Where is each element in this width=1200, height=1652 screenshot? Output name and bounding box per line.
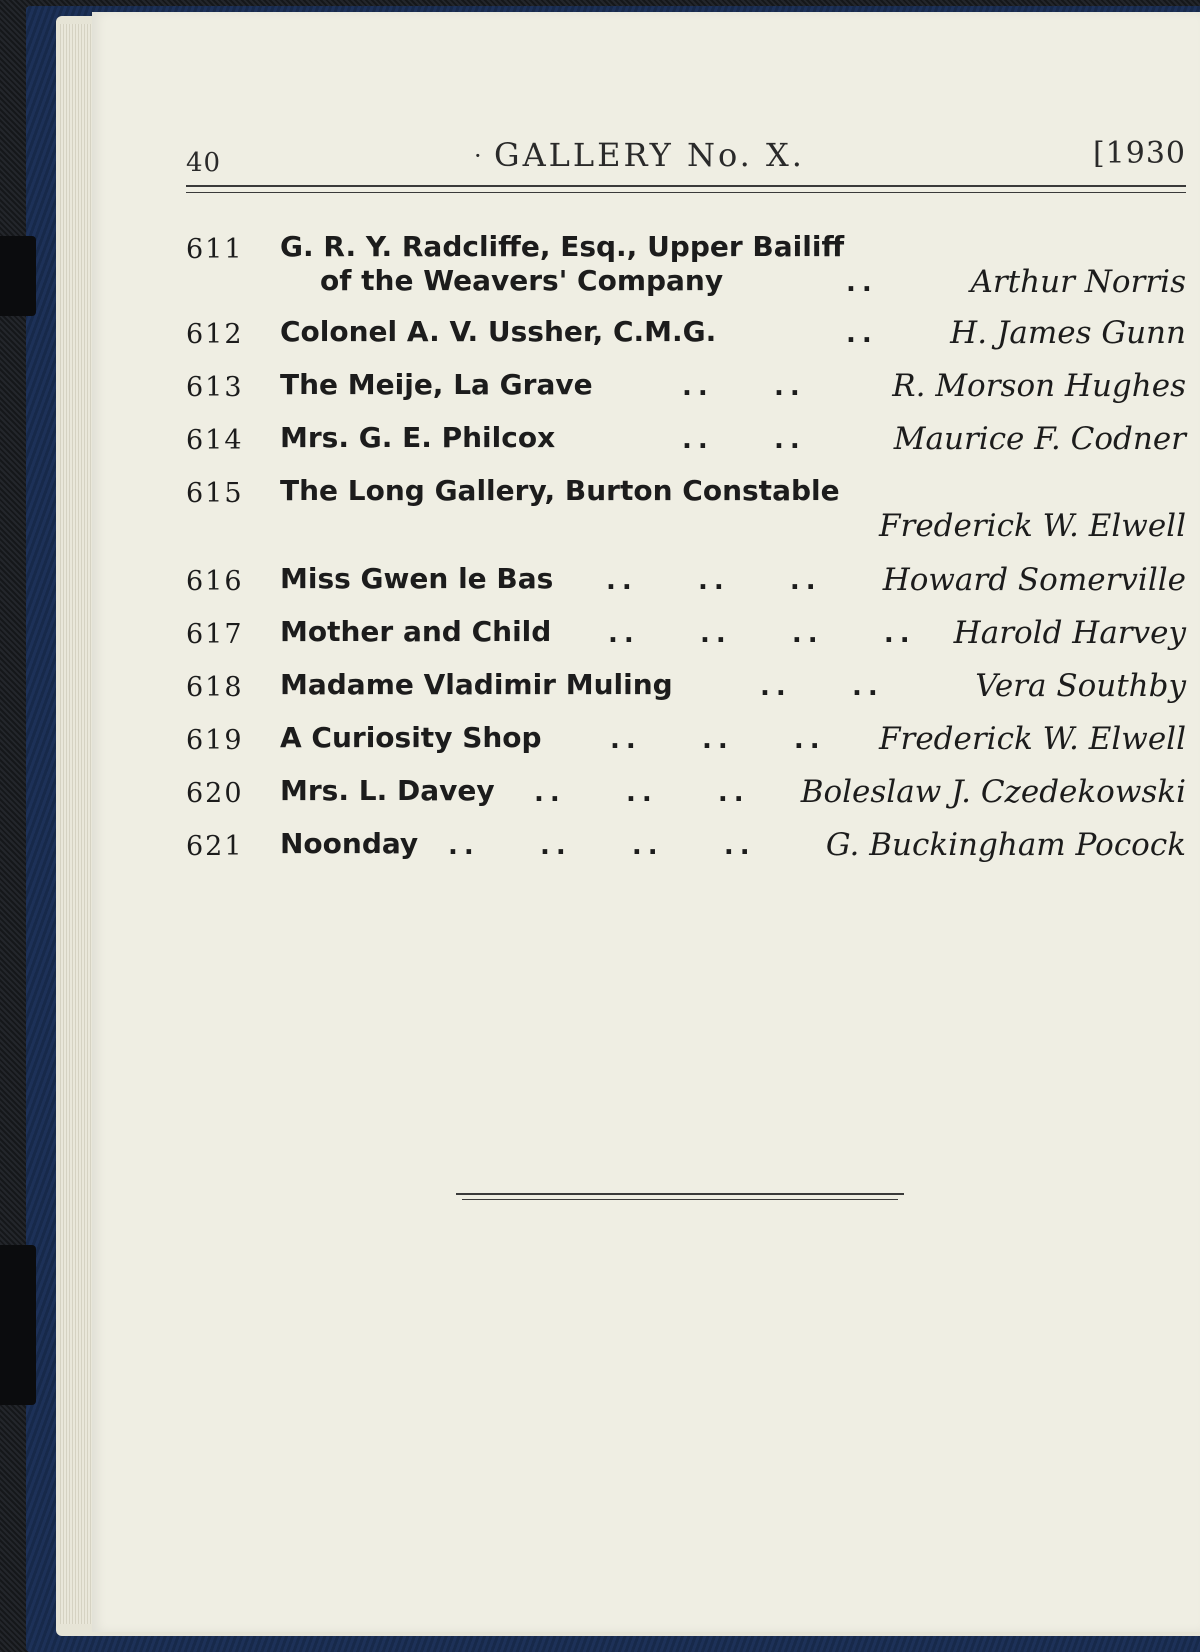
entry-number: 620: [186, 778, 244, 809]
gallery-title-text: GALLERY No. X.: [494, 136, 805, 174]
entry-number: 621: [186, 831, 244, 862]
header-rule: [186, 192, 1186, 193]
dot-leaders: .. .. ..: [606, 566, 822, 596]
catalogue-list: [186, 224, 1186, 874]
entry-number: 611: [186, 234, 244, 265]
entry-title: G. R. Y. Radcliffe, Esq., Upper Bailiff: [280, 230, 845, 263]
dot-leaders: .. ..: [760, 672, 884, 702]
catalogue-entry: [186, 468, 1186, 556]
entry-number: 612: [186, 319, 244, 350]
entry-artist: Howard Somerville: [882, 562, 1186, 598]
catalogue-entry: [186, 768, 1186, 821]
entry-number: 616: [186, 566, 244, 597]
page-number: 40: [186, 148, 222, 178]
dot-leaders: ..: [846, 319, 878, 349]
catalogue-entry: [186, 821, 1186, 874]
dot-leaders: .. ..: [682, 425, 806, 455]
catalogue-entry: [186, 309, 1186, 362]
entry-title: The Meije, La Grave: [280, 368, 593, 401]
dot-leaders: .. .. ..: [534, 778, 750, 808]
entry-title: Mrs. G. E. Philcox: [280, 421, 556, 454]
entry-number: 615: [186, 478, 244, 509]
entry-artist: Maurice F. Codner: [893, 421, 1186, 457]
catalogue-entry: [186, 362, 1186, 415]
entry-number: 613: [186, 372, 244, 403]
dot-leaders: .. ..: [682, 372, 806, 402]
entry-artist: H. James Gunn: [950, 315, 1186, 351]
header-rule: [186, 185, 1186, 187]
catalogue-entry: [186, 224, 1186, 309]
entry-title: Mother and Child: [280, 615, 552, 648]
entry-title: The Long Gallery, Burton Constable: [280, 474, 840, 507]
entry-artist: Vera Southby: [975, 668, 1186, 704]
gallery-title: [474, 136, 805, 174]
entry-title: Miss Gwen le Bas: [280, 562, 554, 595]
entry-title: Mrs. L. Davey: [280, 774, 495, 807]
end-rule: [462, 1199, 898, 1200]
catalogue-entry: [186, 662, 1186, 715]
entry-artist: Arthur Norris: [970, 264, 1186, 300]
entry-number: 617: [186, 619, 244, 650]
catalogue-entry: [186, 609, 1186, 662]
entry-title: Colonel A. V. Ussher, C.M.G.: [280, 315, 717, 348]
dot-leaders: .. .. ..: [610, 725, 826, 755]
entry-artist: Frederick W. Elwell: [878, 508, 1186, 544]
year: [1930: [1092, 136, 1186, 171]
entry-title-continued: of the Weavers' Company: [320, 264, 724, 297]
entry-artist: G. Buckingham Pocock: [825, 827, 1186, 863]
binding-tab: [0, 1245, 36, 1405]
entry-title: Noonday: [280, 827, 419, 860]
catalogue-entry: [186, 715, 1186, 768]
page-edges: [60, 24, 96, 1624]
catalogue-entry: [186, 415, 1186, 468]
running-header: [186, 136, 1186, 186]
entry-artist: Frederick W. Elwell: [878, 721, 1186, 757]
entry-artist: Boleslaw J. Czedekowski: [800, 774, 1186, 810]
entry-number: 618: [186, 672, 244, 703]
entry-number: 619: [186, 725, 244, 756]
dot-leaders: ..: [846, 268, 878, 298]
entry-artist: R. Morson Hughes: [892, 368, 1186, 404]
entry-title: Madame Vladimir Muling: [280, 668, 673, 701]
catalogue-entry: [186, 556, 1186, 609]
entry-number: 614: [186, 425, 244, 456]
entry-title: A Curiosity Shop: [280, 721, 542, 754]
dot-leaders: .. .. .. ..: [608, 619, 916, 649]
entry-artist: Harold Harvey: [953, 615, 1186, 651]
binding-tab: [0, 236, 36, 316]
ornament-dot: ·: [474, 142, 485, 170]
dot-leaders: .. .. .. ..: [448, 831, 756, 861]
end-rule: [456, 1193, 904, 1195]
